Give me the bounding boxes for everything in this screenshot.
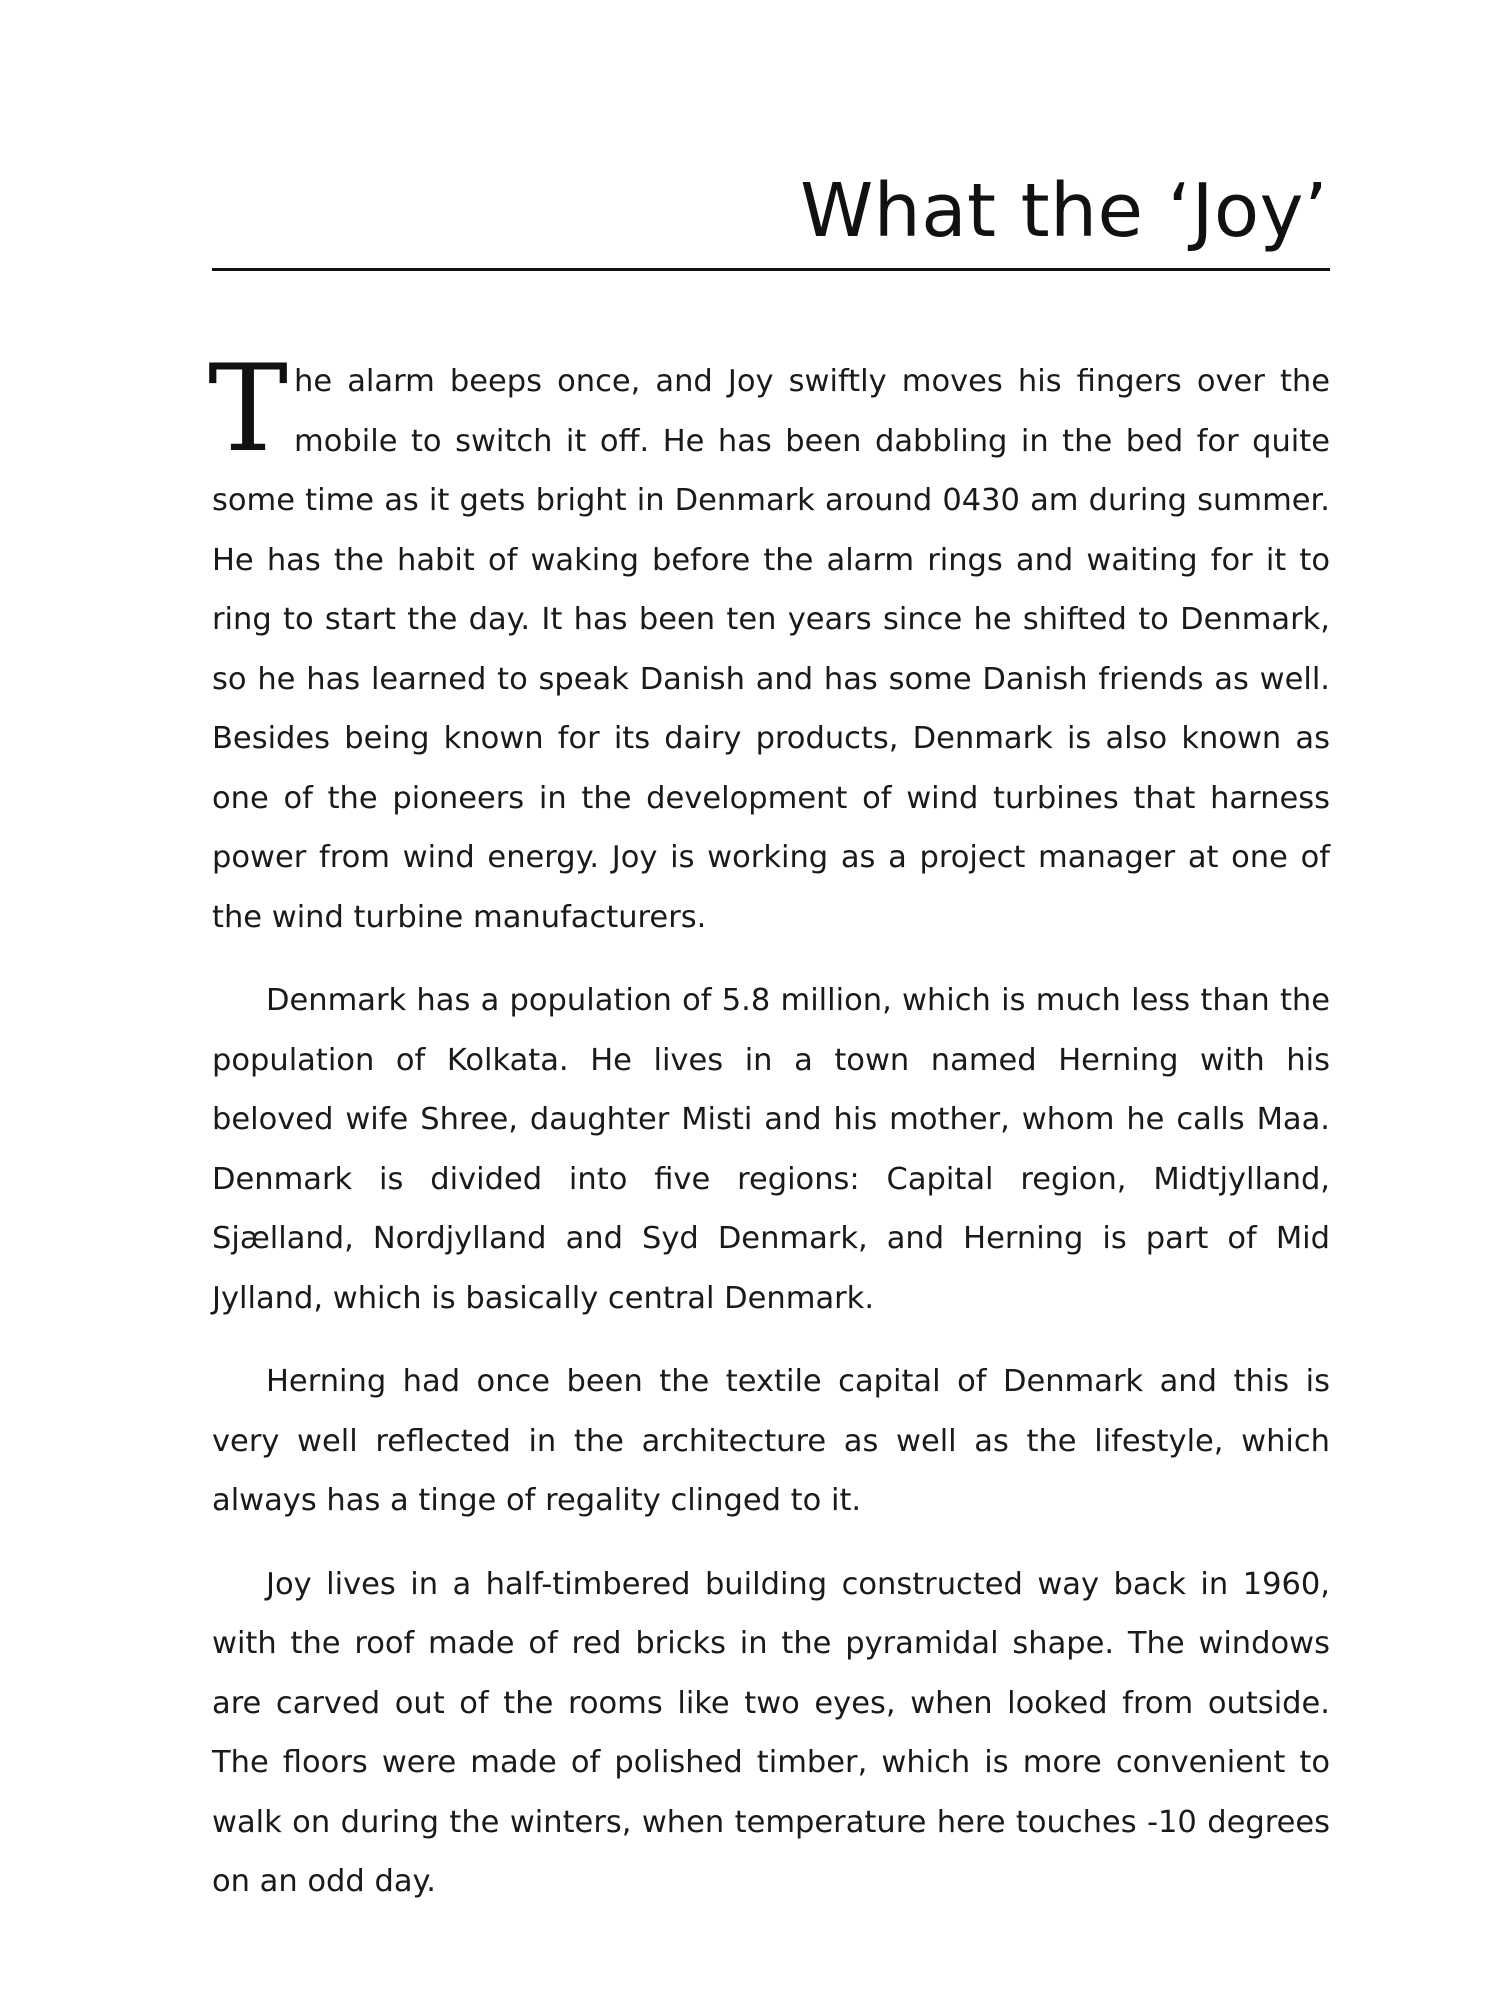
paragraph-2: Denmark has a population of 5.8 million, which is much less than the population of Kolkata. He lives in a town named Herning with his beloved wife Shree, daughter Misti and his mother, whom he calls Maa. Denmark is divided into five regions: Capital region, Midtjylland, Sjælland, Nordjylland and Syd Denmark, and Herning is part of Mid Jylland, which is basically central Denmark. xyxy=(212,983,1330,1316)
paragraph-1 xyxy=(208,340,1330,947)
title-divider xyxy=(212,268,1330,271)
drop-cap: T xyxy=(208,340,289,479)
chapter-body xyxy=(208,340,1330,1936)
paragraph-1-text: he alarm beeps once, and Joy swiftly moves his fingers over the mobile to switch it off. He has been dabbling in the bed for quite some time as it gets bright in Denmark around 0430 am during summer. He has the habit of waking before the alarm rings and waiting for it to ring to start the day. It has been ten years since he shifted to Denmark, so he has learned to speak Danish and has some Danish friends as well. Besides being known for its dairy products, Denmark is also known as one of the pioneers in the development of wind turbines that harness power from wind energy. Joy is working as a project manager at one of the wind turbine manufacturers. xyxy=(212,364,1330,935)
paragraph-4: Joy lives in a half-timbered building constructed way back in 1960, with the roof made of red bricks in the pyramidal shape. The windows are carved out of the rooms like two eyes, when looked from outside. The floors were made of polished timber, which is more convenient to walk on during the winters, when temperature here touches -10 degrees on an odd day. xyxy=(212,1566,1330,1899)
chapter-title: What the ‘Joy’ xyxy=(800,168,1328,254)
paragraph-3: Herning had once been the textile capital of Denmark and this is very well reflected in the architecture as well as the lifestyle, which always has a tinge of regality clinged to it. xyxy=(212,1364,1330,1518)
